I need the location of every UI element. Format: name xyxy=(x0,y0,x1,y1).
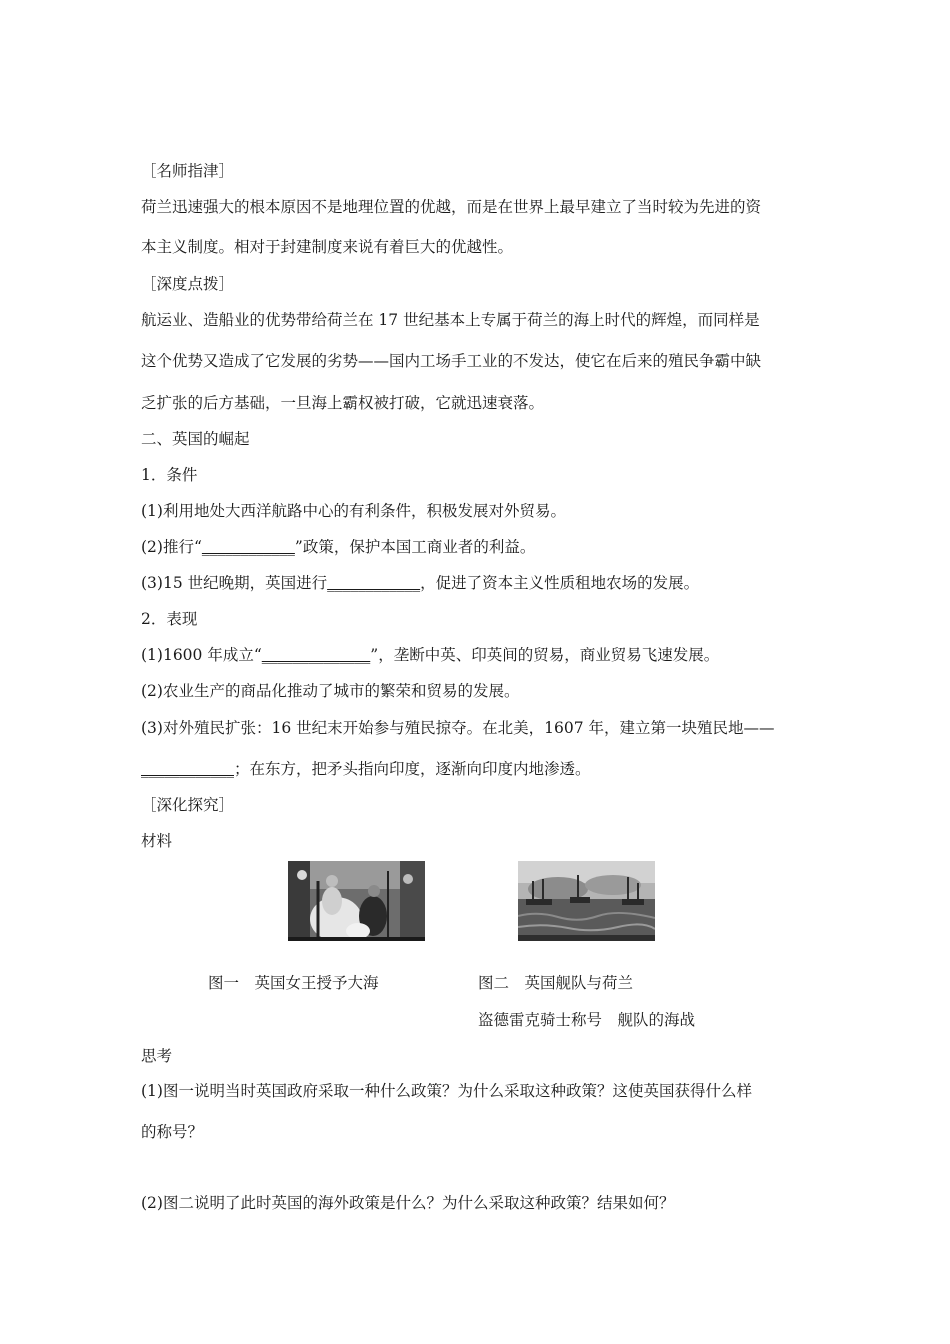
think-label: 思考 xyxy=(141,1047,173,1065)
heading-britain-rise: 二、英国的崛起 xyxy=(141,430,250,448)
subheading-conditions: 1．条件 xyxy=(141,466,198,484)
text-segment: ”，垄断中英、印英间的贸易，商业贸易飞速发展。 xyxy=(370,646,720,664)
text-segment: ”政策，保护本国工商业者的利益。 xyxy=(294,538,536,556)
condition-item-2 xyxy=(141,536,535,558)
text-segment: ，促进了资本主义性质租地农场的发展。 xyxy=(420,574,700,592)
fill-blank: ____________ xyxy=(327,574,421,592)
fill-blank: ____________ xyxy=(141,760,234,778)
figure-naval-battle-image xyxy=(518,861,655,941)
figure-1-caption: 图一 英国女王授予大海 xyxy=(208,974,379,992)
subheading-manifestation: 2．表现 xyxy=(141,610,198,628)
paragraph-line: 这个优势又造成了它发展的劣势——国内工场手工业的不发达，使它在后来的殖民争霸中缺 xyxy=(141,352,762,370)
figure-queen-knighting-image xyxy=(288,861,425,941)
manifestation-item-2: (2)农业生产的商品化推动了城市的繁荣和贸易的发展。 xyxy=(141,682,520,700)
question-2: (2)图二说明了此时英国的海外政策是什么？为什么采取这种政策？结果如何？ xyxy=(141,1194,675,1212)
condition-item-3 xyxy=(141,572,699,594)
paragraph-line: 航运业、造船业的优势带给荷兰在 17 世纪基本上专属于荷兰的海上时代的辉煌，而同样是 xyxy=(141,311,760,329)
text-segment: (2)推行“ xyxy=(141,538,202,556)
text-segment: (3)15 世纪晚期，英国进行 xyxy=(141,574,328,592)
fill-blank: ______________ xyxy=(261,646,371,664)
section-label-shenhua: ［深化探究］ xyxy=(141,796,235,814)
text-segment: (1)1600 年成立“ xyxy=(141,646,262,664)
figure-caption-continuation: 盗德雷克骑士称号 舰队的海战 xyxy=(478,1011,696,1029)
section-label-mingshi: ［名师指津］ xyxy=(141,162,235,180)
manifestation-item-3-cont xyxy=(141,758,591,780)
text-segment: ；在东方，把矛头指向印度，逐渐向印度内地渗透。 xyxy=(234,760,591,778)
manifestation-item-1 xyxy=(141,644,719,666)
fill-blank: ____________ xyxy=(201,538,295,556)
condition-item-1: (1)利用地处大西洋航路中心的有利条件，积极发展对外贸易。 xyxy=(141,502,566,520)
figure-2-caption: 图二 英国舰队与荷兰 xyxy=(478,974,634,992)
paragraph-line: 荷兰迅速强大的根本原因不是地理位置的优越，而是在世界上最早建立了当时较为先进的资 xyxy=(141,198,762,216)
paragraph-line: 本主义制度。相对于封建制度来说有着巨大的优越性。 xyxy=(141,238,514,256)
question-1-cont: 的称号？ xyxy=(141,1123,204,1141)
question-1: (1)图一说明当时英国政府采取一种什么政策？为什么采取这种政策？这使英国获得什么样 xyxy=(141,1082,752,1100)
material-label: 材料 xyxy=(141,832,173,850)
paragraph-line: 乏扩张的后方基础，一旦海上霸权被打破，它就迅速衰落。 xyxy=(141,394,545,412)
manifestation-item-3: (3)对外殖民扩张：16 世纪末开始参与殖民掠夺。在北美，1607 年，建立第一块殖民地—— xyxy=(141,719,775,737)
section-label-shendu: ［深度点拨］ xyxy=(141,275,235,293)
